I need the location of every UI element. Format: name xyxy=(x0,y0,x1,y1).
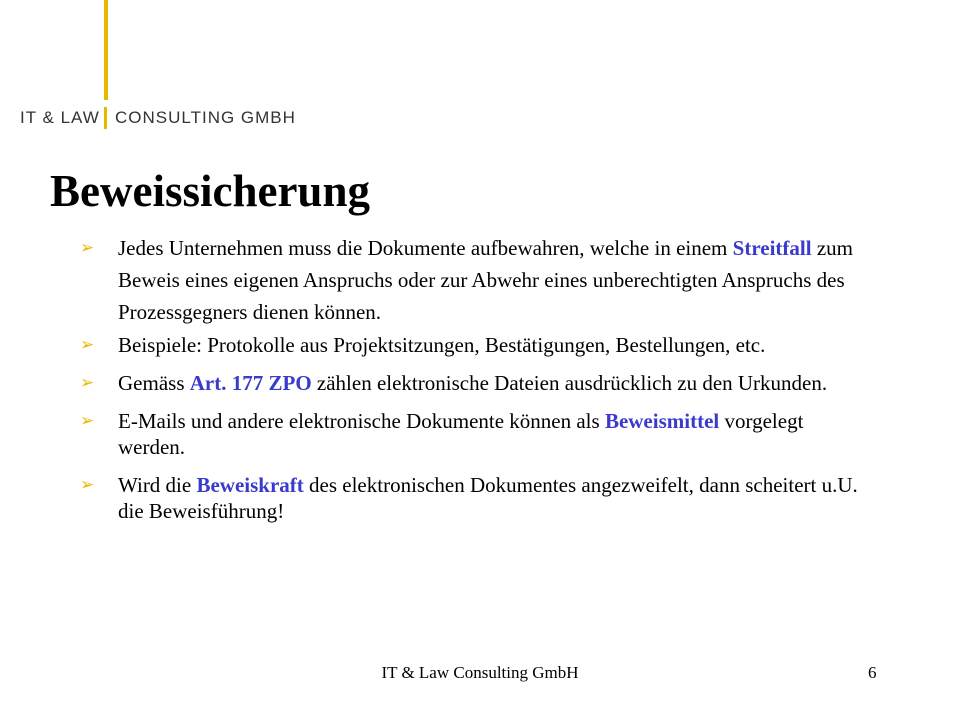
bullet-text: zum Beweis eines eigenen Anspruchs oder zur Abwehr eines unberechtigten Anspruchs des Prozessgegners dienen können. xyxy=(118,236,853,324)
logo-separator xyxy=(104,107,107,129)
logo-left-text: IT & LAW xyxy=(20,108,100,127)
bullet-text: Gemäss xyxy=(118,371,190,395)
highlight-art-177-zpo: Art. 177 ZPO xyxy=(189,371,312,395)
bullet-item-beispiele xyxy=(80,332,860,358)
bullet-text: Jedes Unternehmen muss die Dokumente aufbewahren, welche in einem xyxy=(118,236,733,260)
arrow-bullet-icon: ➢ xyxy=(80,411,95,431)
bullet-text: des elektronischen Dokumentes angezweifelt, dann scheitert u.U. die Beweisführung! xyxy=(118,473,858,523)
arrow-bullet-icon: ➢ xyxy=(80,238,95,258)
logo-right-text: CONSULTING GMBH xyxy=(115,108,296,127)
bullet-list xyxy=(80,232,860,536)
bullet-item-beweiskraft xyxy=(80,472,860,524)
arrow-bullet-icon: ➢ xyxy=(80,475,95,495)
company-logo xyxy=(20,106,296,130)
page-number: 6 xyxy=(868,663,877,682)
arrow-bullet-icon: ➢ xyxy=(80,335,95,355)
bullet-text: Beispiele: Protokolle aus Projektsitzungen, Bestätigungen, Bestellungen, etc. xyxy=(118,333,766,357)
bullet-text: Wird die xyxy=(118,473,197,497)
highlight-beweismittel: Beweismittel xyxy=(604,409,720,433)
slide-title: Beweissicherung xyxy=(50,166,370,216)
bullet-item-streitfall xyxy=(80,232,860,328)
highlight-beweiskraft: Beweiskraft xyxy=(196,473,304,497)
bullet-item-zpo xyxy=(80,370,860,396)
bullet-item-beweismittel xyxy=(80,408,860,460)
highlight-streitfall: Streitfall xyxy=(732,236,812,260)
bullet-text: E-Mails und andere elektronische Dokumente können als xyxy=(118,409,605,433)
arrow-bullet-icon: ➢ xyxy=(80,373,95,393)
logo-accent-bar xyxy=(104,0,108,100)
bullet-text: zählen elektronische Dateien ausdrücklich zu den Urkunden. xyxy=(311,371,828,395)
bullet-text: vorgelegt werden. xyxy=(118,409,804,459)
footer-company: IT & Law Consulting GmbH xyxy=(381,663,579,682)
